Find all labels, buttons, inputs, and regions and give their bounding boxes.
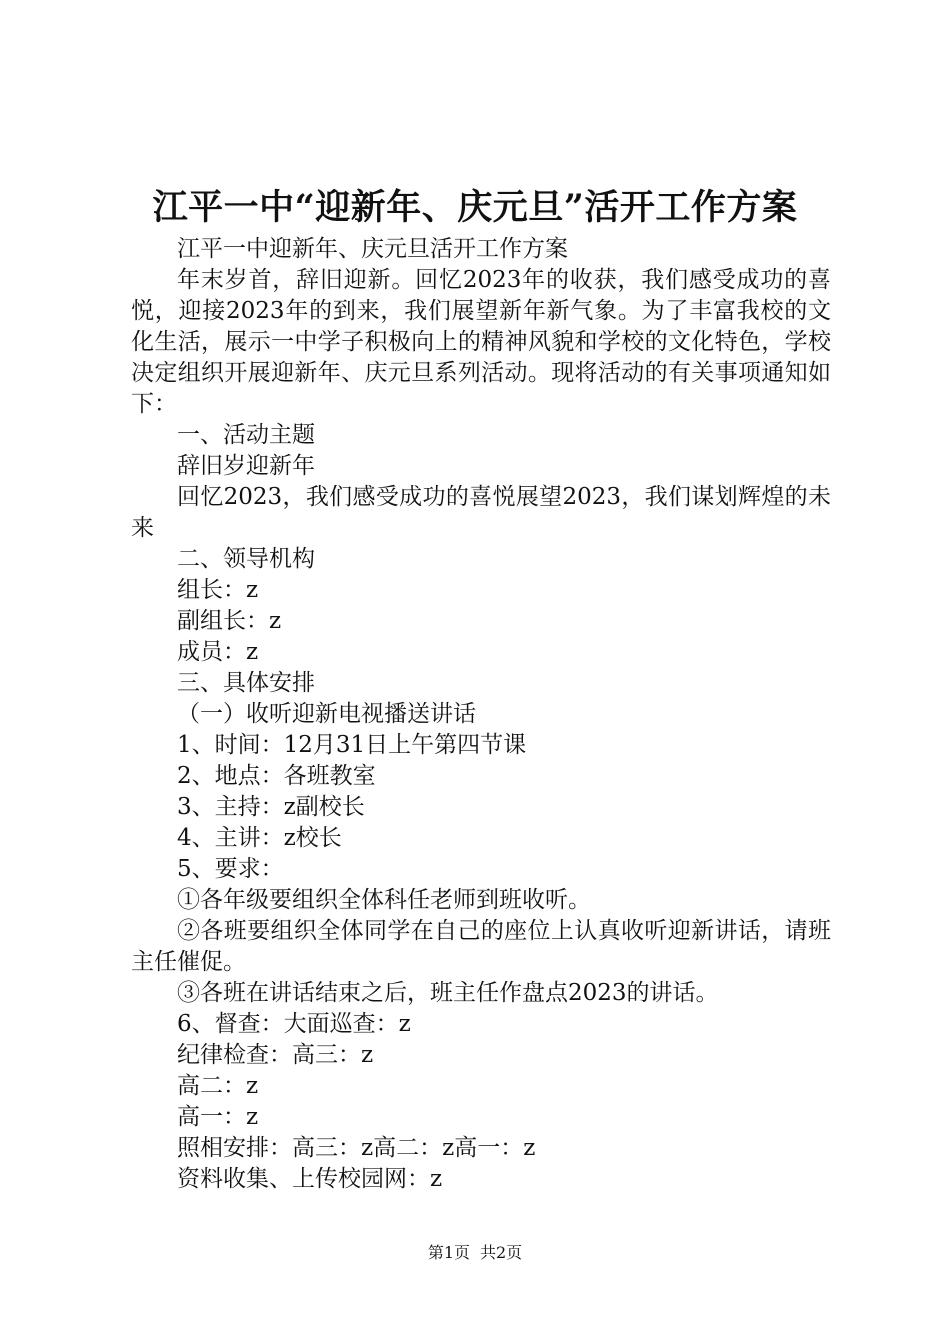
paragraph: 副组长：z <box>177 608 282 634</box>
list-item: 6、督查：大面巡查：z <box>177 1011 411 1037</box>
paragraph: 成员：z <box>177 639 259 665</box>
subsection-heading: （一）收听迎新电视播送讲话 <box>177 701 476 727</box>
paragraph: 回忆2023，我们感受成功的喜悦展望2023，我们谋划辉煌的未来 <box>131 484 831 541</box>
paragraph: 组长：z <box>177 577 259 603</box>
document-title: 江平一中“迎新年、庆元旦”活开工作方案 <box>152 187 798 228</box>
page-number: 第1页 <box>427 1243 470 1262</box>
section-heading: 三、具体安排 <box>177 670 315 696</box>
paragraph: 纪律检查：高三：z <box>177 1042 374 1068</box>
paragraph: 照相安排：高三：z高二：z高一：z <box>177 1135 536 1161</box>
paragraph: 辞旧岁迎新年 <box>177 453 315 479</box>
list-item: 3、主持：z副校长 <box>177 794 365 820</box>
list-item: 2、地点：各班教室 <box>177 763 376 789</box>
section-heading: 二、领导机构 <box>177 546 315 572</box>
page-total: 共2页 <box>480 1243 523 1262</box>
list-item: ①各年级要组织全体科任老师到班收听。 <box>177 887 591 913</box>
paragraph: 高一：z <box>177 1104 259 1130</box>
paragraph: 高二：z <box>177 1073 259 1099</box>
list-item: ②各班要组织全体同学在自己的座位上认真收听迎新讲话，请班主任催促。 <box>131 918 831 975</box>
list-item: 4、主讲：z校长 <box>177 825 342 851</box>
list-item: ③各班在讲话结束之后，班主任作盘点2023的讲话。 <box>177 980 719 1006</box>
document-body <box>131 234 831 1195</box>
paragraph-intro: 年末岁首，辞旧迎新。回忆2023年的收获，我们感受成功的喜悦，迎接2023年的到来，我们展望新年新气象。为了丰富我校的文化生活，展示一中学子积极向上的精神风貌和学校的文化特色，学校决定组织开展迎新年、庆元旦系列活动。现将活动的有关事项通知如下： <box>131 267 831 417</box>
page-footer <box>0 1242 950 1264</box>
paragraph-subtitle: 江平一中迎新年、庆元旦活开工作方案 <box>177 236 568 262</box>
list-item: 1、时间：12月31日上午第四节课 <box>177 732 527 758</box>
paragraph: 资料收集、上传校园网：z <box>177 1166 443 1192</box>
list-item: 5、要求： <box>177 856 284 882</box>
section-heading: 一、活动主题 <box>177 422 315 448</box>
